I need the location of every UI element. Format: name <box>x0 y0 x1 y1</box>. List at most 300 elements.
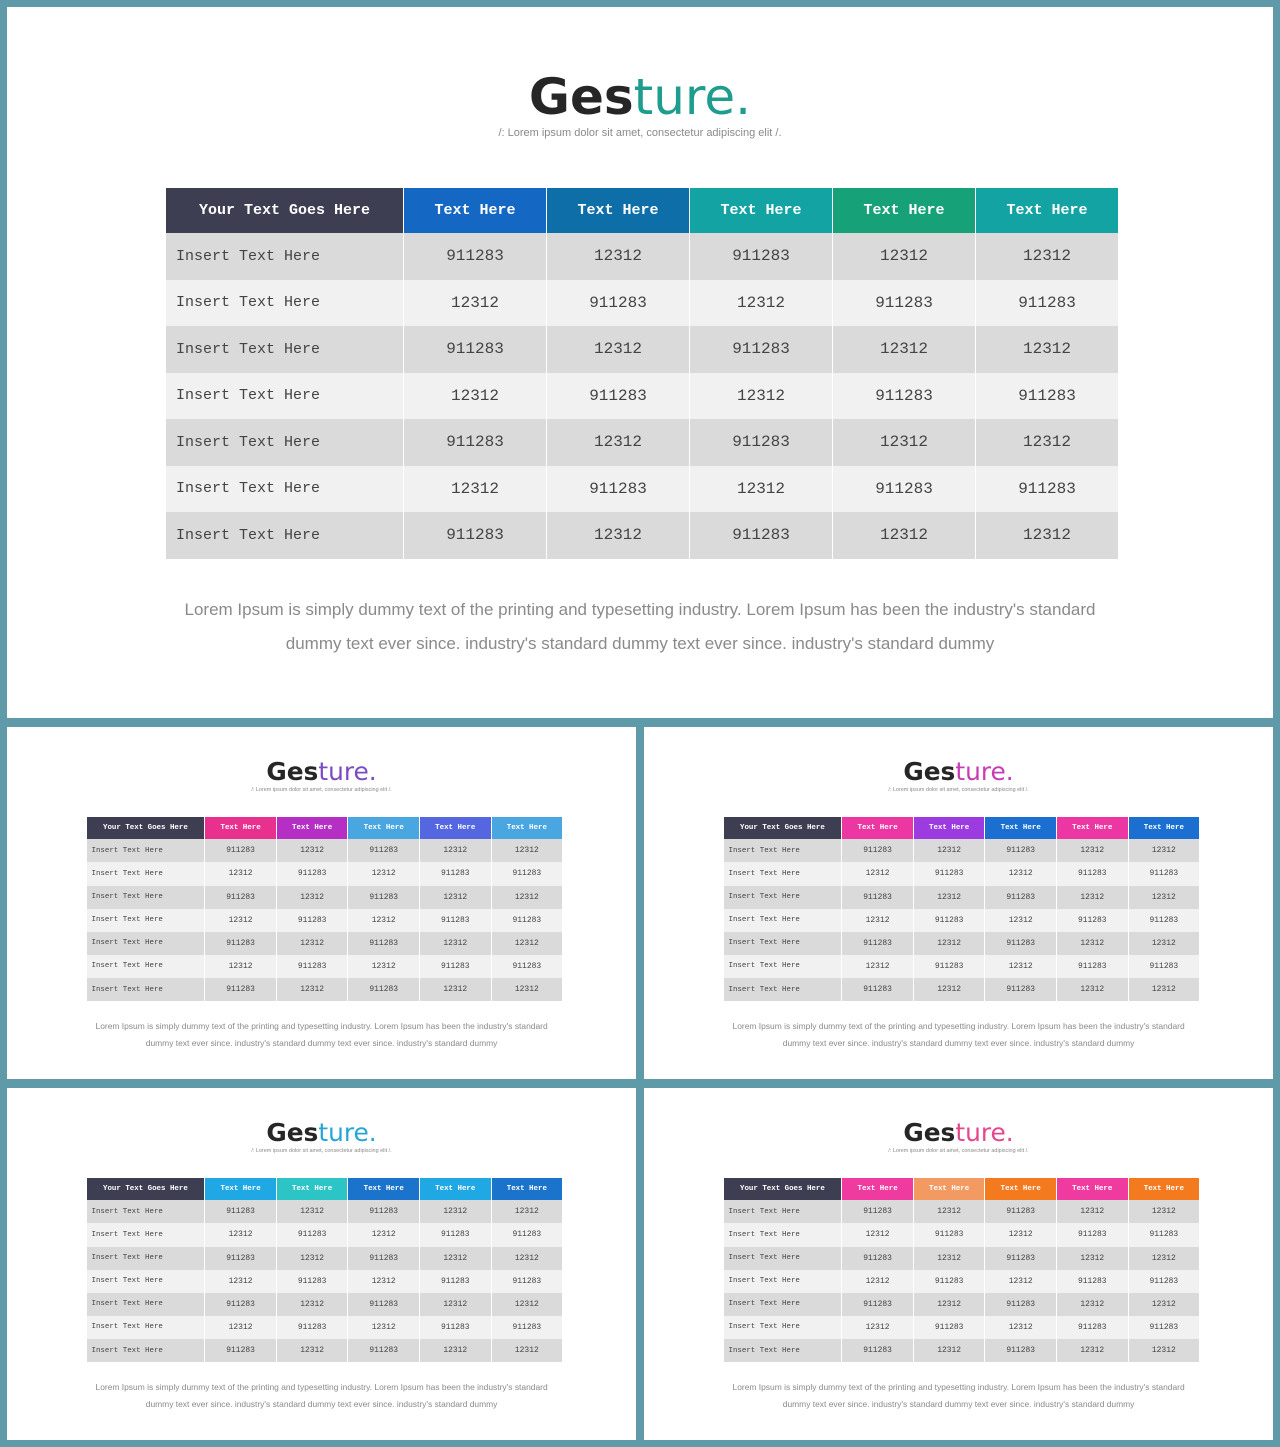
table-row <box>87 1316 563 1339</box>
table-cell: 12312 <box>842 1223 913 1246</box>
table-cell: 911283 <box>277 955 348 978</box>
table-cell: 911283 <box>404 233 546 280</box>
table-cell: 12312 <box>420 1247 491 1270</box>
row-label: Insert Text Here <box>724 886 842 909</box>
table-cell: 12312 <box>914 839 985 862</box>
header-cell-first: Your Text Goes Here <box>87 1178 205 1200</box>
slide-description: Lorem Ipsum is simply dummy text of the printing and typesetting industry. Lorem Ipsum has been the industry's standard dummy text ever since. industry's standard dummy text ever since. industry's standard dummy <box>95 1382 548 1410</box>
table-cell: 911283 <box>348 932 419 955</box>
header-cell-3: Text Here <box>690 188 832 233</box>
row-label: Insert Text Here <box>87 862 205 885</box>
row-label: Insert Text Here <box>724 839 842 862</box>
table-cell: 911283 <box>1057 1270 1128 1293</box>
table-cell: 911283 <box>833 373 975 420</box>
table-cell: 12312 <box>1129 932 1200 955</box>
table-row <box>724 1339 1200 1362</box>
table-cell: 12312 <box>277 978 348 1001</box>
row-label: Insert Text Here <box>724 932 842 955</box>
table-cell: 12312 <box>914 1200 985 1223</box>
table-row <box>724 955 1200 978</box>
header-cell-first: Your Text Goes Here <box>724 1178 842 1200</box>
table-cell: 12312 <box>277 839 348 862</box>
table-cell: 911283 <box>205 932 276 955</box>
slide-description: Lorem Ipsum is simply dummy text of the printing and typesetting industry. Lorem Ipsum has been the industry's standard dummy text ever since. industry's standard dummy text ever since. industry's standard dummy <box>184 600 1096 653</box>
table-cell: 911283 <box>348 1200 419 1223</box>
table-cell: 12312 <box>420 1339 491 1362</box>
table-cell: 911283 <box>205 1293 276 1316</box>
row-label: Insert Text Here <box>87 1293 205 1316</box>
table-cell: 911283 <box>492 1223 563 1246</box>
table-cell: 911283 <box>348 886 419 909</box>
table-cell: 12312 <box>348 1270 419 1293</box>
table-row <box>166 512 1118 559</box>
table-header-row <box>166 188 1118 233</box>
table-cell: 911283 <box>205 1200 276 1223</box>
table-cell: 12312 <box>985 909 1056 932</box>
table-cell: 911283 <box>1057 1316 1128 1339</box>
table-cell: 12312 <box>1129 1200 1200 1223</box>
header-cell-4: Text Here <box>1057 1178 1128 1200</box>
title-part-accent: ture. <box>955 1117 1014 1147</box>
table-cell: 911283 <box>1129 1316 1200 1339</box>
table-header-row <box>724 817 1200 839</box>
table-row <box>87 1293 563 1316</box>
table-row <box>87 839 563 862</box>
table-header-row <box>87 817 563 839</box>
table-cell: 911283 <box>420 1316 491 1339</box>
table-cell: 911283 <box>842 932 913 955</box>
header-cell-4: Text Here <box>833 188 975 233</box>
table-row <box>166 466 1118 513</box>
table-row <box>87 955 563 978</box>
table-cell: 12312 <box>833 512 975 559</box>
table-cell: 911283 <box>842 978 913 1001</box>
row-label: Insert Text Here <box>87 932 205 955</box>
table-cell: 12312 <box>1129 1293 1200 1316</box>
row-label: Insert Text Here <box>166 466 403 513</box>
table-row <box>724 1223 1200 1246</box>
slide-description: Lorem Ipsum is simply dummy text of the printing and typesetting industry. Lorem Ipsum has been the industry's standard dummy text ever since. industry's standard dummy text ever since. industry's standard dummy <box>732 1021 1185 1049</box>
header-cell-1: Text Here <box>842 817 913 839</box>
table-cell: 911283 <box>205 1339 276 1362</box>
slide-main <box>7 7 1273 718</box>
table-header-row <box>724 1178 1200 1200</box>
table-cell: 911283 <box>1057 862 1128 885</box>
table-cell: 911283 <box>404 326 546 373</box>
table-cell: 911283 <box>985 978 1056 1001</box>
table-cell: 911283 <box>690 326 832 373</box>
header-cell-4: Text Here <box>1057 817 1128 839</box>
table-cell: 12312 <box>205 1270 276 1293</box>
table-cell: 12312 <box>842 1270 913 1293</box>
table-cell: 911283 <box>833 280 975 327</box>
header-cell-1: Text Here <box>842 1178 913 1200</box>
table-cell: 911283 <box>914 1223 985 1246</box>
table-cell: 911283 <box>833 466 975 513</box>
table-cell: 911283 <box>1057 909 1128 932</box>
title-part-dark: Ges <box>903 756 956 786</box>
table-cell: 911283 <box>492 955 563 978</box>
data-table <box>723 817 1201 1001</box>
table-row <box>166 280 1118 327</box>
table-cell: 12312 <box>914 1293 985 1316</box>
table-cell: 12312 <box>420 932 491 955</box>
table-cell: 911283 <box>205 978 276 1001</box>
table-row <box>724 1200 1200 1223</box>
table-cell: 12312 <box>914 886 985 909</box>
header-cell-3: Text Here <box>348 817 419 839</box>
title-part-accent: ture. <box>318 756 377 786</box>
table-cell: 12312 <box>1057 978 1128 1001</box>
row-label: Insert Text Here <box>87 909 205 932</box>
table-cell: 12312 <box>348 1316 419 1339</box>
table-cell: 12312 <box>277 1200 348 1223</box>
slide-thumb-top-right <box>644 727 1273 1079</box>
table-cell: 12312 <box>842 1316 913 1339</box>
table-cell: 12312 <box>420 978 491 1001</box>
table-cell: 12312 <box>842 955 913 978</box>
table-cell: 12312 <box>690 373 832 420</box>
header-cell-1: Text Here <box>205 1178 276 1200</box>
table-cell: 911283 <box>690 419 832 466</box>
table-cell: 911283 <box>1129 1270 1200 1293</box>
row-label: Insert Text Here <box>87 886 205 909</box>
table-cell: 12312 <box>205 909 276 932</box>
table-cell: 12312 <box>348 862 419 885</box>
header-cell-1: Text Here <box>404 188 546 233</box>
row-label: Insert Text Here <box>724 978 842 1001</box>
table-cell: 12312 <box>914 1247 985 1270</box>
table-cell: 12312 <box>1057 932 1128 955</box>
table-cell: 911283 <box>492 1316 563 1339</box>
table-cell: 12312 <box>492 1339 563 1362</box>
row-label: Insert Text Here <box>724 1339 842 1362</box>
table-cell: 911283 <box>277 862 348 885</box>
slide-title <box>7 67 1273 127</box>
table-cell: 911283 <box>985 1247 1056 1270</box>
row-label: Insert Text Here <box>87 839 205 862</box>
data-table <box>723 1178 1201 1362</box>
data-table <box>86 817 564 1001</box>
table-cell: 911283 <box>976 373 1118 420</box>
table-cell: 911283 <box>205 1247 276 1270</box>
table-cell: 12312 <box>420 839 491 862</box>
slide-thumb-top-left <box>7 727 636 1079</box>
table-cell: 911283 <box>690 233 832 280</box>
table-cell: 12312 <box>1057 1293 1128 1316</box>
slide-subtitle: /: Lorem ipsum dolor sit amet, consectetur adipiscing elit /. <box>888 1147 1029 1154</box>
table-row <box>166 326 1118 373</box>
table-row <box>87 886 563 909</box>
table-row <box>87 1247 563 1270</box>
title-part-dark: Ges <box>266 1117 319 1147</box>
table-cell: 911283 <box>205 839 276 862</box>
row-label: Insert Text Here <box>724 1316 842 1339</box>
table-cell: 12312 <box>547 512 689 559</box>
table-cell: 911283 <box>404 512 546 559</box>
table-row <box>87 1270 563 1293</box>
row-label: Insert Text Here <box>724 1223 842 1246</box>
table-row <box>724 909 1200 932</box>
table-cell: 12312 <box>492 1247 563 1270</box>
table-cell: 12312 <box>842 909 913 932</box>
table-cell: 12312 <box>1129 886 1200 909</box>
row-label: Insert Text Here <box>166 373 403 420</box>
table-cell: 911283 <box>914 955 985 978</box>
row-label: Insert Text Here <box>724 1200 842 1223</box>
table-cell: 911283 <box>976 466 1118 513</box>
row-label: Insert Text Here <box>166 512 403 559</box>
table-cell: 911283 <box>1057 1223 1128 1246</box>
table-cell: 12312 <box>420 886 491 909</box>
title-part-accent: ture. <box>955 756 1014 786</box>
header-cell-2: Text Here <box>277 817 348 839</box>
table-cell: 12312 <box>492 1200 563 1223</box>
slide-title <box>644 1118 1273 1148</box>
table-cell: 911283 <box>547 466 689 513</box>
header-cell-5: Text Here <box>492 817 563 839</box>
table-cell: 12312 <box>404 280 546 327</box>
table-row <box>166 373 1118 420</box>
table-cell: 911283 <box>1129 909 1200 932</box>
table-cell: 12312 <box>976 326 1118 373</box>
table-cell: 911283 <box>842 1247 913 1270</box>
table-cell: 12312 <box>833 419 975 466</box>
table-cell: 12312 <box>404 466 546 513</box>
row-label: Insert Text Here <box>87 978 205 1001</box>
table-cell: 12312 <box>420 1293 491 1316</box>
slide-description: Lorem Ipsum is simply dummy text of the printing and typesetting industry. Lorem Ipsum has been the industry's standard dummy text ever since. industry's standard dummy text ever since. industry's standard dummy <box>732 1382 1185 1410</box>
row-label: Insert Text Here <box>87 1223 205 1246</box>
table-cell: 911283 <box>842 886 913 909</box>
table-cell: 911283 <box>420 862 491 885</box>
table-row <box>87 1223 563 1246</box>
table-cell: 911283 <box>547 373 689 420</box>
title-part-accent: ture. <box>318 1117 377 1147</box>
slide-title <box>7 757 636 787</box>
table-cell: 12312 <box>914 1339 985 1362</box>
table-row <box>724 862 1200 885</box>
table-cell: 12312 <box>205 862 276 885</box>
table-row <box>87 932 563 955</box>
table-cell: 12312 <box>277 1339 348 1362</box>
table-cell: 12312 <box>842 862 913 885</box>
row-label: Insert Text Here <box>87 1339 205 1362</box>
table-cell: 12312 <box>976 419 1118 466</box>
table-cell: 12312 <box>420 1200 491 1223</box>
table-cell: 12312 <box>547 419 689 466</box>
table-header-row <box>87 1178 563 1200</box>
table-cell: 12312 <box>277 886 348 909</box>
table-cell: 12312 <box>985 1223 1056 1246</box>
row-label: Insert Text Here <box>166 233 403 280</box>
header-cell-first: Your Text Goes Here <box>87 817 205 839</box>
table-cell: 12312 <box>985 1270 1056 1293</box>
table-row <box>87 862 563 885</box>
table-row <box>724 1270 1200 1293</box>
table-cell: 911283 <box>348 978 419 1001</box>
table-cell: 911283 <box>690 512 832 559</box>
table-row <box>724 839 1200 862</box>
table-cell: 12312 <box>277 932 348 955</box>
table-cell: 911283 <box>842 1200 913 1223</box>
slide-thumb-bottom-right <box>644 1088 1273 1440</box>
table-cell: 911283 <box>985 886 1056 909</box>
table-row <box>87 909 563 932</box>
slide-subtitle: /: Lorem ipsum dolor sit amet, consectetur adipiscing elit /. <box>251 786 392 793</box>
header-cell-1: Text Here <box>205 817 276 839</box>
table-row <box>724 978 1200 1001</box>
table-row <box>87 1339 563 1362</box>
table-cell: 911283 <box>277 1270 348 1293</box>
table-row <box>724 1316 1200 1339</box>
table-cell: 911283 <box>420 1223 491 1246</box>
table-cell: 12312 <box>985 862 1056 885</box>
table-cell: 911283 <box>1129 1223 1200 1246</box>
row-label: Insert Text Here <box>87 1270 205 1293</box>
table-cell: 12312 <box>492 978 563 1001</box>
header-cell-5: Text Here <box>976 188 1118 233</box>
table-cell: 12312 <box>277 1247 348 1270</box>
row-label: Insert Text Here <box>87 1316 205 1339</box>
table-cell: 911283 <box>404 419 546 466</box>
table-cell: 911283 <box>914 909 985 932</box>
table-row <box>724 932 1200 955</box>
table-cell: 911283 <box>348 1293 419 1316</box>
table-cell: 12312 <box>1129 1339 1200 1362</box>
table-row <box>724 1247 1200 1270</box>
table-cell: 12312 <box>205 1223 276 1246</box>
header-cell-2: Text Here <box>277 1178 348 1200</box>
row-label: Insert Text Here <box>724 955 842 978</box>
table-cell: 12312 <box>1057 1200 1128 1223</box>
table-cell: 911283 <box>348 1339 419 1362</box>
table-row <box>724 886 1200 909</box>
table-cell: 12312 <box>547 326 689 373</box>
table-cell: 911283 <box>985 1293 1056 1316</box>
table-cell: 911283 <box>1057 955 1128 978</box>
table-cell: 911283 <box>985 1200 1056 1223</box>
table-cell: 12312 <box>1057 1247 1128 1270</box>
table-cell: 12312 <box>1129 839 1200 862</box>
table-cell: 12312 <box>690 466 832 513</box>
table-cell: 911283 <box>914 862 985 885</box>
row-label: Insert Text Here <box>87 1247 205 1270</box>
slide-subtitle: /: Lorem ipsum dolor sit amet, consectetur adipiscing elit /. <box>498 127 782 139</box>
row-label: Insert Text Here <box>166 280 403 327</box>
table-cell: 911283 <box>842 1293 913 1316</box>
header-cell-5: Text Here <box>1129 817 1200 839</box>
table-cell: 911283 <box>205 886 276 909</box>
table-row <box>87 978 563 1001</box>
table-cell: 12312 <box>1057 839 1128 862</box>
table-cell: 911283 <box>985 932 1056 955</box>
table-cell: 911283 <box>492 862 563 885</box>
slide-title <box>644 757 1273 787</box>
table-row <box>166 419 1118 466</box>
table-cell: 12312 <box>914 932 985 955</box>
table-row <box>87 1200 563 1223</box>
row-label: Insert Text Here <box>166 326 403 373</box>
header-cell-5: Text Here <box>1129 1178 1200 1200</box>
table-cell: 911283 <box>914 1270 985 1293</box>
slide-thumb-bottom-left <box>7 1088 636 1440</box>
table-cell: 911283 <box>277 1316 348 1339</box>
table-cell: 12312 <box>348 1223 419 1246</box>
row-label: Insert Text Here <box>724 1293 842 1316</box>
table-cell: 911283 <box>348 1247 419 1270</box>
table-cell: 12312 <box>976 233 1118 280</box>
table-cell: 12312 <box>348 955 419 978</box>
header-cell-2: Text Here <box>914 1178 985 1200</box>
table-cell: 911283 <box>914 1316 985 1339</box>
slide-subtitle: /: Lorem ipsum dolor sit amet, consectetur adipiscing elit /. <box>888 786 1029 793</box>
row-label: Insert Text Here <box>724 862 842 885</box>
table-cell: 911283 <box>348 839 419 862</box>
table-cell: 12312 <box>205 1316 276 1339</box>
table-cell: 12312 <box>914 978 985 1001</box>
header-cell-first: Your Text Goes Here <box>724 817 842 839</box>
table-cell: 12312 <box>976 512 1118 559</box>
row-label: Insert Text Here <box>87 955 205 978</box>
table-row <box>166 233 1118 280</box>
table-cell: 12312 <box>1129 978 1200 1001</box>
title-part-accent: ture. <box>633 68 752 126</box>
table-cell: 12312 <box>833 326 975 373</box>
table-row <box>724 1293 1200 1316</box>
table-cell: 911283 <box>277 909 348 932</box>
row-label: Insert Text Here <box>724 1270 842 1293</box>
header-cell-4: Text Here <box>420 817 491 839</box>
table-cell: 12312 <box>1057 1339 1128 1362</box>
table-cell: 12312 <box>547 233 689 280</box>
table-cell: 911283 <box>492 1270 563 1293</box>
data-table <box>86 1178 564 1362</box>
row-label: Insert Text Here <box>724 1247 842 1270</box>
table-cell: 12312 <box>492 932 563 955</box>
header-cell-3: Text Here <box>985 1178 1056 1200</box>
slide-subtitle: /: Lorem ipsum dolor sit amet, consectetur adipiscing elit /. <box>251 1147 392 1154</box>
table-cell: 911283 <box>420 1270 491 1293</box>
table-cell: 911283 <box>420 955 491 978</box>
table-cell: 911283 <box>985 839 1056 862</box>
table-cell: 12312 <box>1057 886 1128 909</box>
table-cell: 911283 <box>976 280 1118 327</box>
table-cell: 911283 <box>1129 862 1200 885</box>
table-cell: 12312 <box>492 886 563 909</box>
table-cell: 12312 <box>348 909 419 932</box>
table-cell: 911283 <box>842 839 913 862</box>
header-cell-2: Text Here <box>547 188 689 233</box>
title-part-dark: Ges <box>266 756 319 786</box>
table-cell: 12312 <box>833 233 975 280</box>
header-cell-3: Text Here <box>348 1178 419 1200</box>
table-cell: 12312 <box>1129 1247 1200 1270</box>
header-cell-3: Text Here <box>985 817 1056 839</box>
table-cell: 911283 <box>547 280 689 327</box>
table-cell: 911283 <box>842 1339 913 1362</box>
table-cell: 911283 <box>492 909 563 932</box>
slide-description: Lorem Ipsum is simply dummy text of the printing and typesetting industry. Lorem Ipsum has been the industry's standard dummy text ever since. industry's standard dummy text ever since. industry's standard dummy <box>95 1021 548 1049</box>
row-label: Insert Text Here <box>166 419 403 466</box>
table-cell: 12312 <box>690 280 832 327</box>
row-label: Insert Text Here <box>87 1200 205 1223</box>
table-cell: 911283 <box>277 1223 348 1246</box>
row-label: Insert Text Here <box>724 909 842 932</box>
table-cell: 911283 <box>985 1339 1056 1362</box>
data-table <box>165 188 1119 559</box>
table-cell: 12312 <box>985 1316 1056 1339</box>
